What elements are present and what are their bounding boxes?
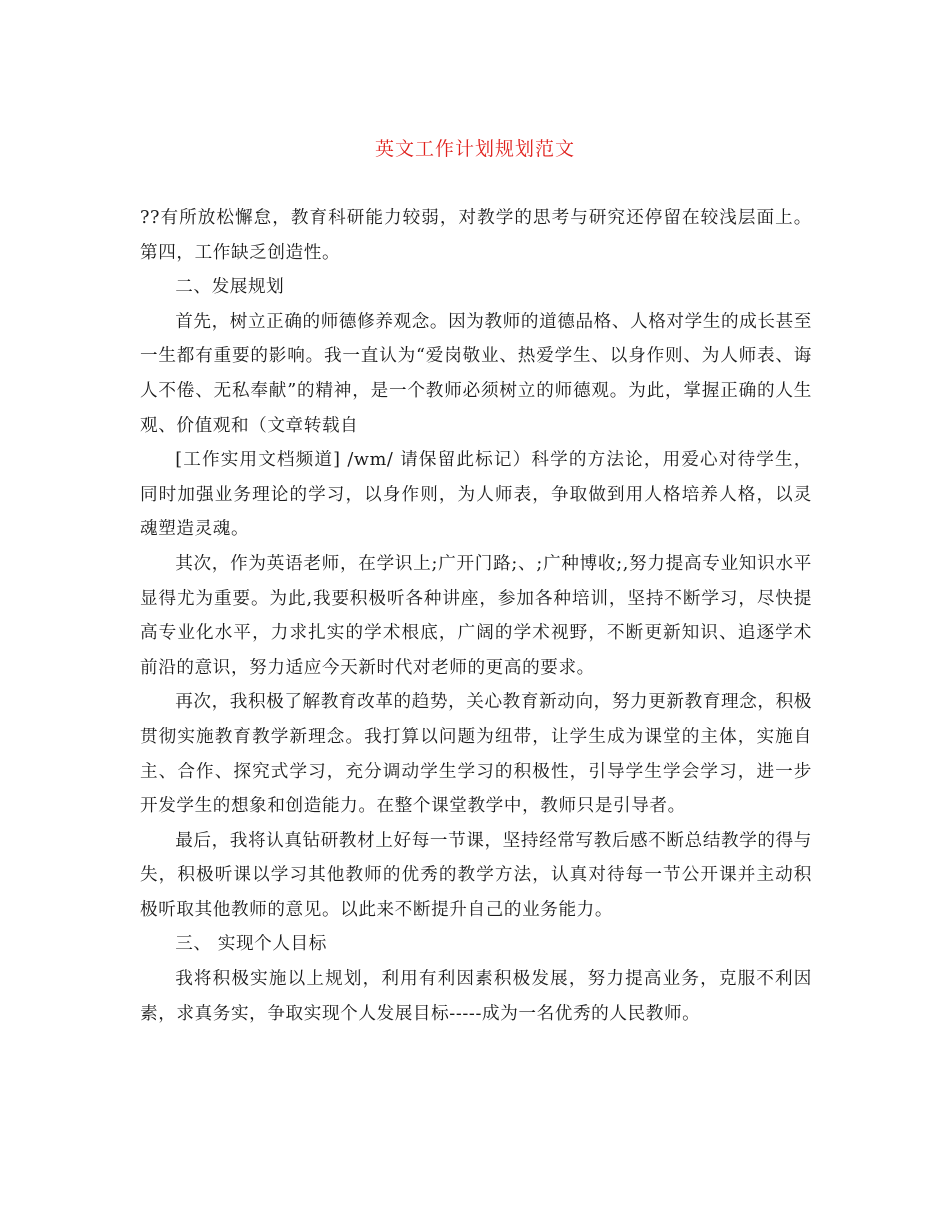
document-body	[140, 201, 812, 1031]
document-title: 英文工作计划规划范文	[374, 138, 575, 160]
paragraph: [工作实用文档频道] /wm/ 请保留此标记）科学的方法论，用爱心对待学生，同时加强业务理论的学习，以身作则，为人师表，争取做到用人格培养人格，以灵魂塑造灵魂。	[140, 450, 812, 540]
paragraph: 其次，作为英语老师，在学识上;广开门路;、;广种博收;,努力提高专业知识水平显得尤为重要。为此,我要积极听各种讲座，参加各种培训，坚持不断学习，尽快提高专业化水平，力求扎实的学术根底，广阔的学术视野，不断更新知识、追逐学术前沿的意识，努力适应今天新时代对老师的更高的要求。	[140, 553, 812, 678]
paragraph: ??有所放松懈怠，教育科研能力较弱，对教学的思考与研究还停留在较浅层面上。第四，工作缺乏创造性。	[140, 208, 812, 263]
paragraph: 我将积极实施以上规划，利用有利因素积极发展，努力提高业务，克服不利因素，求真务实，争取实现个人发展目标-----成为一名优秀的人民教师。	[140, 969, 812, 1024]
paragraph: 最后，我将认真钻研教材上好每一节课，坚持经常写教后感不断总结教学的得与失，积极听课以学习其他教师的优秀的教学方法，认真对待每一节公开课并主动积极听取其他教师的意见。以此来不断提升自己的业务能力。	[140, 830, 812, 920]
section-heading: 二、发展规划	[175, 277, 285, 298]
paragraph: 首先，树立正确的师德修养观念。因为教师的道德品格、人格对学生的成长甚至一生都有重要的影响。我一直认为“爱岗敬业、热爱学生、以身作则、为人师表、诲人不倦、无私奉献”的精神，是一个教师必须树立的师德观。为此，掌握正确的人生观、价值观和（文章转载自	[140, 311, 812, 436]
paragraph: 再次，我积极了解教育改革的趋势，关心教育新动向，努力更新教育理念，积极贯彻实施教育教学新理念。我打算以问题为纽带，让学生成为课堂的主体，实施自主、合作、探究式学习，充分调动学生学习的积极性，引导学生学会学习，进一步开发学生的想象和创造能力。在整个课堂教学中，教师只是引导者。	[140, 692, 812, 817]
section-heading: 三、 实现个人目标	[175, 934, 327, 955]
